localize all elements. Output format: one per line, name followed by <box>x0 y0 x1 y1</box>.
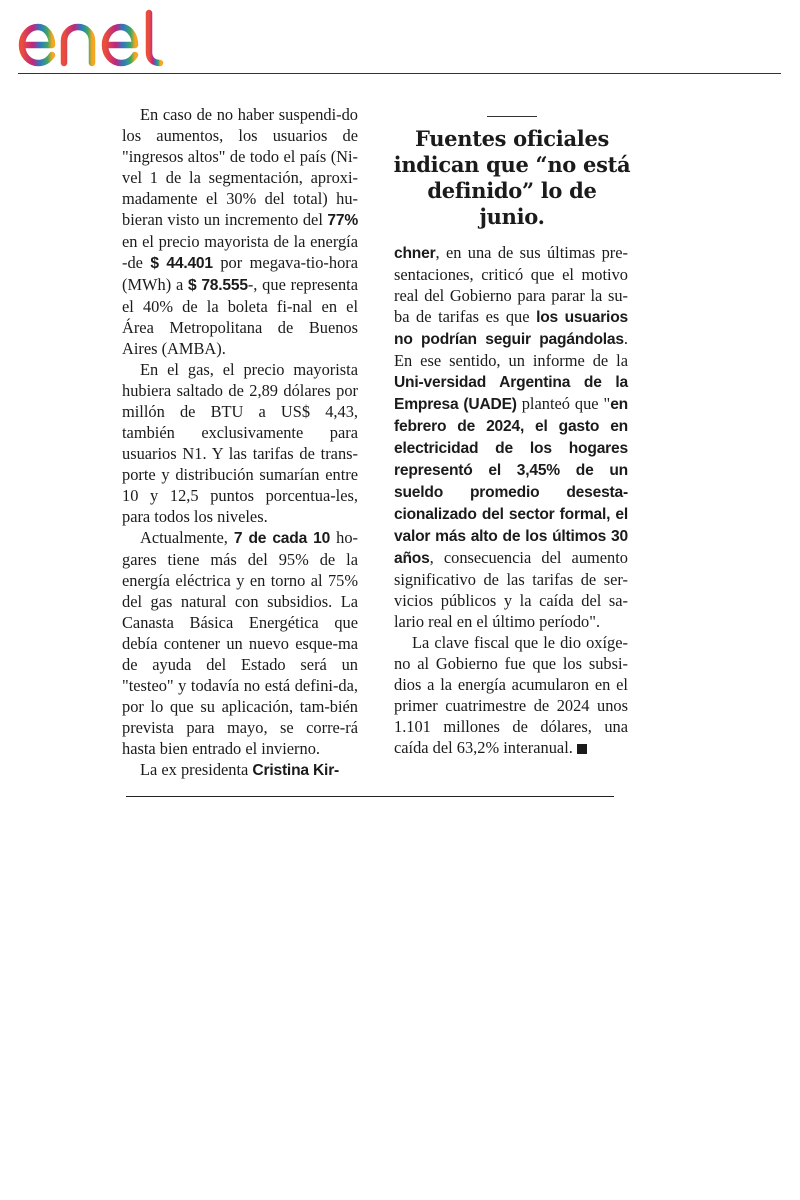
end-of-article-mark <box>577 744 587 754</box>
footer-rule <box>126 796 614 797</box>
paragraph-text: en el precio mayorista de la energía -de <box>122 232 358 272</box>
paragraph <box>122 359 358 527</box>
paragraph <box>122 104 358 359</box>
header-rule <box>18 73 781 74</box>
paragraph-emphasis: Uni-versidad Argentina de la Empresa (UADE) <box>394 374 628 413</box>
article-column-left <box>122 104 358 781</box>
paragraph-emphasis: en febrero de 2024, el gasto en electricidad de los hogares representó el 3,45% de un sueldo promedio desesta-cionalizado del sector formal, el valor más alto de los últimos 30 años <box>394 396 628 567</box>
paragraph-text: En caso de no haber suspendi-do los aumentos, los usuarios de "ingresos altos" de todo el país (Ni-vel 1 de la segmentación, aproxi-madamente el 30% del total) hu-bieran visto un incremento del <box>122 105 358 229</box>
paragraph-text: -, que representa el 40% de la boleta fi-nal en el Área Metropolitana de Buenos Aires (AMBA). <box>122 275 358 358</box>
enel-logo <box>16 8 186 70</box>
paragraph <box>122 759 358 781</box>
paragraph-emphasis: Cristina Kir- <box>252 762 340 779</box>
paragraph-text: La ex presidenta <box>140 760 253 779</box>
paragraph <box>122 527 358 759</box>
pull-quote: Fuentes oficiales indican que “no está definido” lo de junio. <box>393 126 631 229</box>
article-column-right <box>394 242 628 758</box>
pull-quote-rule <box>487 116 537 117</box>
paragraph <box>394 632 628 758</box>
paragraph-text: . En ese sentido, un informe de la <box>394 329 628 370</box>
paragraph <box>394 242 628 632</box>
paragraph-emphasis: $ 44.401 <box>150 255 213 272</box>
paragraph-emphasis: chner <box>394 245 436 262</box>
paragraph-text: ho-gares tiene más del 95% de la energía eléctrica y en torno al 75% del gas natural con subsidios. La Canasta Básica Energética que debía contener un nuevo esque-ma de ayuda del Estado será un "testeo" y todavía no está defini-da, por lo que su aplicación, tam-bién prevista para mayo, se corre-rá hasta bien entrado el invierno. <box>122 528 359 758</box>
paragraph-emphasis: los usuarios no podrían seguir pagándolas <box>394 309 628 348</box>
paragraph-emphasis: 7 de cada 10 <box>233 530 331 547</box>
paragraph-emphasis: 77% <box>327 212 358 229</box>
paragraph-text: planteó que " <box>516 394 611 413</box>
paragraph-text: , en una de sus últimas pre-sentaciones, criticó que el motivo real del Gobierno para parar la su-ba de tarifas es que <box>394 243 628 326</box>
paragraph-text: por megava-tio-hora (MWh) a <box>122 253 358 294</box>
paragraph-text: En el gas, el precio mayorista hubiera saltado de 2,89 dólares por millón de BTU a US$ 4,43, también exclusivamente para usuarios N1. Y las tarifas de trans-porte y distribución sumarían entre 10 y 12,5 puntos porcentua-les, para todos los niveles. <box>122 360 358 526</box>
paragraph-text: Actualmente, <box>140 528 234 547</box>
paragraph-text: La clave fiscal que le dio oxíge-no al Gobierno fue que los subsi-dios a la energía acumularon en el primer cuatrimestre de 2024 unos 1.101 millones de dólares, una caída del 63,2% interanual. <box>394 633 628 757</box>
paragraph-text: , consecuencia del aumento significativo de las tarifas de ser-vicios públicos y la caída del sa-lario real en el último período". <box>394 548 628 631</box>
paragraph-emphasis: $ 78.555 <box>188 277 248 294</box>
